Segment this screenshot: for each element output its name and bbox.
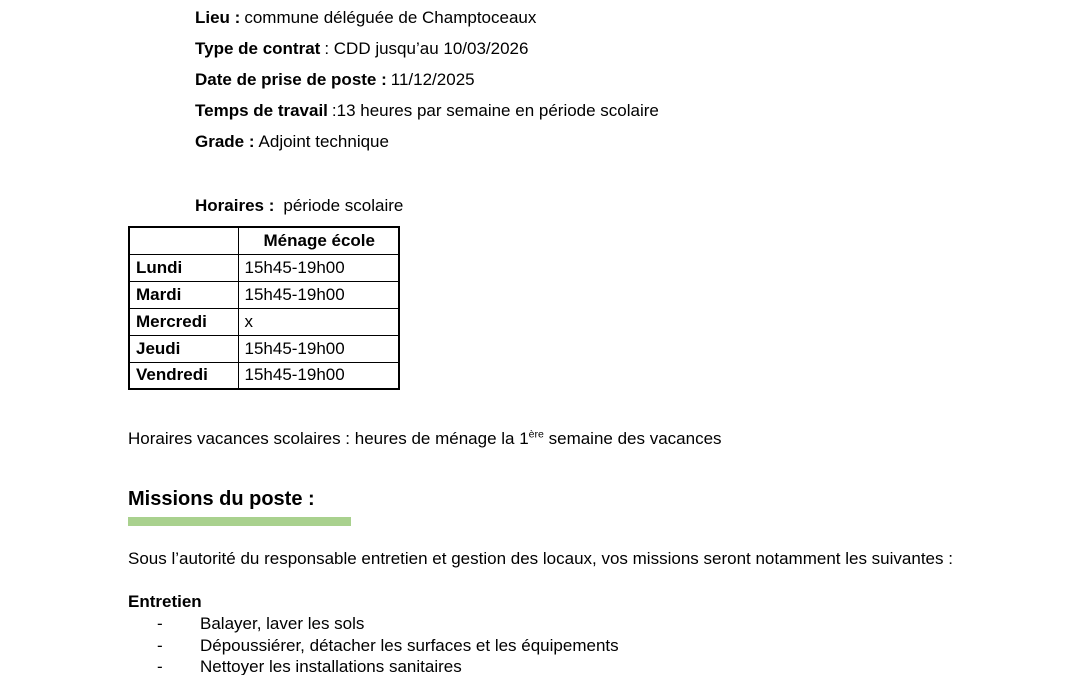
list-item bbox=[157, 657, 462, 675]
info-line-lieu bbox=[195, 8, 536, 28]
horaires-label: Horaires : bbox=[195, 196, 275, 215]
table-header-row bbox=[129, 227, 399, 254]
list-item-text: Nettoyer les installations sanitaires bbox=[200, 657, 462, 675]
time-cell: 15h45-19h00 bbox=[238, 254, 399, 281]
table-row-mardi bbox=[129, 281, 399, 308]
day-cell: Vendredi bbox=[129, 362, 238, 389]
intro-paragraph: Sous l’autorité du responsable entretien et gestion des locaux, vos missions seront notamment les suivantes : bbox=[128, 549, 953, 568]
field-value-grade: Adjoint technique bbox=[258, 132, 389, 151]
day-cell: Jeudi bbox=[129, 335, 238, 362]
list-item bbox=[157, 636, 619, 656]
table-row-jeudi bbox=[129, 335, 399, 362]
field-value-type-de-contrat: : CDD jusqu’au 10/03/2026 bbox=[324, 39, 529, 58]
info-line-grade bbox=[195, 132, 389, 152]
time-cell: 15h45-19h00 bbox=[238, 281, 399, 308]
bullet-dash: - bbox=[157, 657, 163, 675]
schedule-table bbox=[128, 226, 400, 390]
field-label-type-de-contrat: Type de contrat bbox=[195, 39, 321, 58]
time-cell: 15h45-19h00 bbox=[238, 362, 399, 389]
field-label-date-prise-poste: Date de prise de poste : bbox=[195, 70, 387, 89]
horaires-vacances-line bbox=[128, 429, 722, 449]
table-row-mercredi bbox=[129, 308, 399, 335]
time-cell: 15h45-19h00 bbox=[238, 335, 399, 362]
list-item-text: Balayer, laver les sols bbox=[200, 614, 365, 633]
bullet-dash: - bbox=[157, 636, 163, 655]
info-line-temps-de-travail bbox=[195, 101, 659, 121]
horaires-value: période scolaire bbox=[283, 196, 404, 215]
field-label-grade: Grade : bbox=[195, 132, 255, 151]
missions-heading: Missions du poste : bbox=[128, 488, 315, 510]
field-value-date-prise-poste: 11/12/2025 bbox=[390, 70, 475, 89]
vacances-text-before: Horaires vacances scolaires : heures de ménage la 1 bbox=[128, 429, 529, 448]
table-row-vendredi bbox=[129, 362, 399, 389]
ordinal-superscript: ère bbox=[528, 428, 544, 441]
field-value-temps-de-travail: :13 heures par semaine en période scolaire bbox=[331, 101, 659, 120]
day-cell: Mercredi bbox=[129, 308, 238, 335]
header-cell-day bbox=[129, 227, 238, 254]
vacances-text-after: semaine des vacances bbox=[543, 429, 722, 448]
info-line-date-prise-poste bbox=[195, 70, 475, 90]
list-item-text: Dépoussiérer, détacher les surfaces et les équipements bbox=[200, 636, 619, 655]
day-cell: Lundi bbox=[129, 254, 238, 281]
list-item bbox=[157, 614, 364, 634]
bullet-dash: - bbox=[157, 614, 163, 633]
entretien-heading: Entretien bbox=[128, 592, 202, 611]
field-label-lieu: Lieu : bbox=[195, 8, 241, 27]
info-line-type-de-contrat bbox=[195, 39, 528, 59]
table-row-lundi bbox=[129, 254, 399, 281]
missions-underline bbox=[128, 517, 351, 526]
header-cell-menage-ecole: Ménage école bbox=[238, 227, 399, 254]
field-value-lieu: commune déléguée de Champtoceaux bbox=[244, 8, 537, 27]
field-label-temps-de-travail: Temps de travail bbox=[195, 101, 328, 120]
horaires-line bbox=[195, 196, 403, 216]
day-cell: Mardi bbox=[129, 281, 238, 308]
time-cell: x bbox=[238, 308, 399, 335]
